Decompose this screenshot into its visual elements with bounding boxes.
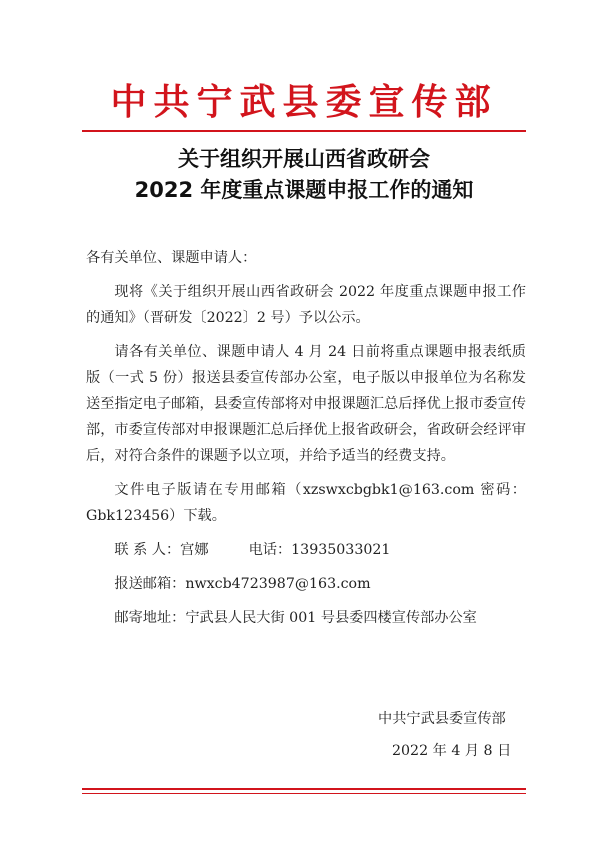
notice-title-line-2: 2022 年度重点课题申报工作的通知: [134, 178, 474, 202]
notice-body: [86, 245, 526, 631]
contact-phone: 13935033021: [291, 542, 391, 558]
contact-person-row: [86, 537, 526, 563]
contact-phone-label: 电话：: [248, 542, 292, 558]
salutation: 各有关单位、课题申请人：: [86, 250, 257, 266]
contact-address-label: 邮寄地址：: [114, 610, 186, 626]
contact-email-label: 报送邮箱：: [114, 576, 186, 592]
masthead-title: 中共宁武县委宣传部: [110, 81, 498, 123]
signoff-date: 2022 年 4 月 8 日: [392, 743, 512, 759]
paragraph-instructions: 请各有关单位、课题申请人 4 月 24 日前将重点课题申报表纸质版（一式 5 份）报送县委宣传部办公室，电子版以申报单位为名称发送至指定电子邮箱，县委宣传部将对申报课题汇总后择优上报市委宣传部，市委宣传部对申报课题汇总后择优上报省政研会，省政研会经评审后，对符合条件的课题予以立项，并给予适当的经费支持。: [86, 344, 526, 464]
signoff-organization: 中共宁武县委宣传部: [378, 711, 506, 727]
contact-address-row: [86, 605, 526, 631]
paragraph-publicity: 现将《关于组织开展山西省政研会 2022 年度重点课题申报工作的通知》（晋研发〔2022〕2 号）予以公示。: [86, 284, 526, 326]
paragraph-download: 文件电子版请在专用邮箱（xzswxcbgbk1@163.com 密码：Gbk123456）下载。: [86, 482, 526, 524]
notice-title-line-1: 关于组织开展山西省政研会: [178, 147, 430, 171]
contact-person-name: 宫娜: [180, 542, 209, 558]
footer-red-rule-thin: [82, 793, 526, 794]
contact-email: nwxcb4723987@163.com: [185, 576, 371, 592]
masthead-red-rule: [82, 130, 526, 132]
contact-address: 宁武县人民大街 001 号县委四楼宣传部办公室: [185, 610, 477, 626]
contact-person-label: 联 系 人：: [114, 542, 181, 558]
contact-email-row: [86, 571, 526, 597]
footer-red-rule: [82, 788, 526, 790]
